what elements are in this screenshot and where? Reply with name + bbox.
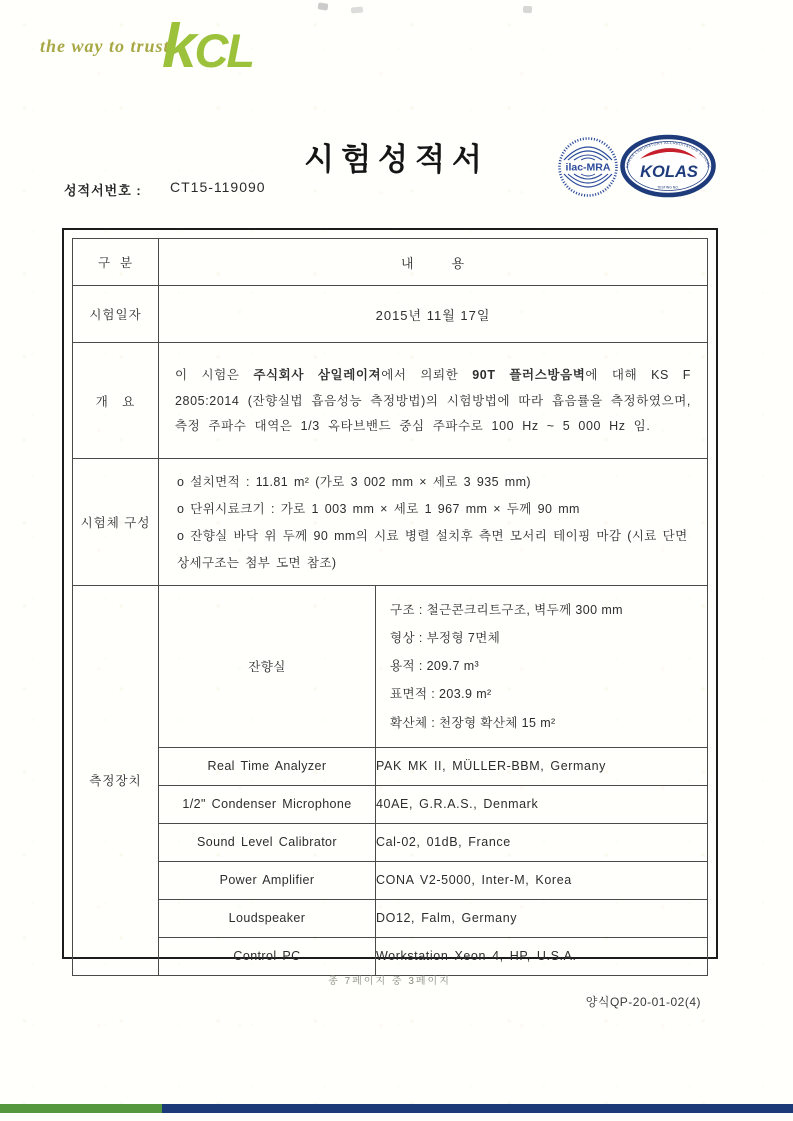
device-row	[73, 785, 708, 823]
device-row	[73, 937, 708, 975]
overview-seg: 에 대해 KS F 2805:2014 (잔향실법 흡음성능 측정방법)의 시험방법에 따라 흡음률을 측정하였으며, 측정 주파수 대역은 1/3 옥타브밴드 중심 주파수로 100 Hz ~ 5 000 Hz 임.	[175, 368, 692, 434]
specimen-bullet: o 잔향실 바닥 위 두께 90 mm의 시료 병렬 설치후 측면 모서리 테이핑 마감 (시료 단면 상세구조는 첨부 도면 참조)	[177, 529, 688, 570]
ilac-mra-label: ilac-MRA	[565, 161, 611, 174]
header-category: 구 분	[73, 239, 159, 286]
reverb-detail: 확산체 : 천장형 확산체 15 m²	[390, 715, 556, 730]
overview-row	[73, 343, 708, 459]
overview-seg: 이 시험은	[175, 368, 254, 383]
device-name: Loudspeaker	[159, 899, 376, 937]
footer-color-bar	[0, 1104, 793, 1113]
reverb-room-row	[73, 586, 708, 748]
overview-client: 주식회사 삼일레이져	[253, 368, 382, 383]
devices-section-label: 측정장치	[73, 586, 159, 976]
kolas-label: KOLAS	[640, 163, 698, 181]
device-name: Sound Level Calibrator	[159, 823, 376, 861]
report-number-label: 성적서번호 :	[64, 183, 142, 198]
reverb-detail: 표면적 : 203.9 m²	[390, 687, 492, 702]
kcl-logo-k: k	[162, 12, 195, 81]
footer-page-info: 총 7페이지 중 3페이지	[328, 976, 451, 987]
report-table	[72, 238, 708, 976]
brand-tagline: the way to trust	[40, 36, 170, 56]
device-name: Real Time Analyzer	[159, 747, 376, 785]
overview-label: 개 요	[73, 343, 159, 459]
kcl-logo-cl: CL	[194, 24, 254, 77]
reverb-room-name: 잔향실	[159, 586, 376, 748]
specimen-label: 시험체 구성	[73, 459, 159, 586]
device-value: 40AE, G.R.A.S., Denmark	[376, 785, 708, 823]
specimen-row	[73, 459, 708, 586]
device-value: Workstation Xeon 4, HP, U.S.A.	[376, 937, 708, 975]
specimen-bullet: o 설치면적 : 11.81 m² (가로 3 002 mm × 세로 3 935 mm)	[177, 475, 531, 490]
kolas-bottom-text: TESTING NO.	[657, 185, 679, 190]
device-value: PAK MK II, MÜLLER-BBM, Germany	[376, 747, 708, 785]
footer-bar-blue	[162, 1104, 793, 1113]
scan-artifact	[351, 6, 364, 13]
device-row	[73, 899, 708, 937]
device-value: Cal-02, 01dB, France	[376, 823, 708, 861]
report-number-line	[64, 179, 266, 199]
reverb-detail: 구조 : 철근콘크리트구조, 벽두께 300 mm	[390, 603, 623, 617]
device-value: DO12, Falm, Germany	[376, 899, 708, 937]
table-header-row	[73, 239, 708, 286]
overview-paragraph	[159, 353, 707, 448]
overview-product: 90T 플러스방음벽	[472, 368, 586, 383]
page-title: 시험성적서	[304, 142, 489, 177]
kolas-top-text: KOREA LABORATORY ACCREDITATION SCHEME	[625, 140, 711, 169]
report-number-value: CT15-119090	[170, 179, 266, 195]
footer-form-number: 양식QP-20-01-02(4)	[585, 995, 701, 1009]
test-date-row	[73, 286, 708, 343]
device-row	[73, 823, 708, 861]
footer-bar-green	[0, 1104, 162, 1113]
kolas-seal-icon	[619, 134, 717, 203]
test-date-value: 2015년 11월 17일	[159, 286, 708, 343]
header-content: 내 용	[159, 239, 708, 286]
reverb-detail: 형상 : 부정형 7면체	[390, 631, 501, 646]
device-row	[73, 747, 708, 785]
device-value: CONA V2-5000, Inter-M, Korea	[376, 861, 708, 899]
scan-artifact	[318, 2, 329, 10]
device-name: Control PC	[159, 937, 376, 975]
kcl-logo	[162, 12, 254, 81]
specimen-bullet: o 단위시료크기 : 가로 1 003 mm × 세로 1 967 mm × 두께 90 mm	[177, 502, 580, 517]
device-name: Power Amplifier	[159, 861, 376, 899]
specimen-bullets	[159, 459, 707, 585]
overview-seg: 에서 의뢰한	[381, 368, 473, 383]
ilac-mra-seal-icon	[557, 136, 619, 203]
reverb-room-details	[376, 586, 707, 747]
scan-artifact	[523, 6, 532, 14]
device-name: 1/2" Condenser Microphone	[159, 785, 376, 823]
reverb-detail: 용적 : 209.7 m³	[390, 659, 480, 674]
test-date-label: 시험일자	[73, 286, 159, 343]
device-row	[73, 861, 708, 899]
